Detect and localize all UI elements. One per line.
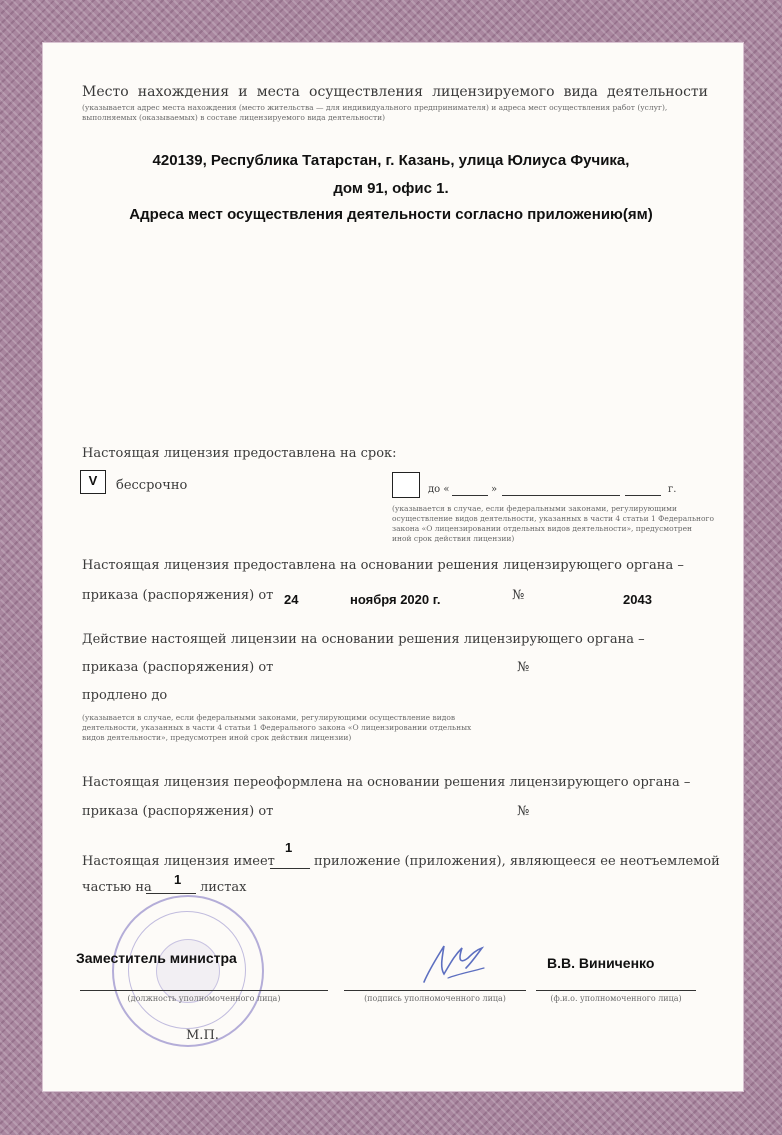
reissue-number-label: № bbox=[517, 804, 530, 819]
official-seal bbox=[112, 895, 264, 1047]
address-line-2: дом 91, офис 1. bbox=[333, 180, 449, 197]
extension-note-3: видов деятельности», предусмотрен иной срок действия лицензии) bbox=[82, 733, 352, 742]
caption-signature: (подпись уполномоченного лица) bbox=[364, 994, 506, 1003]
extension-text: Действие настоящей лицензии на основании решения лицензирующего органа – bbox=[82, 632, 645, 647]
unlimited-checkbox[interactable] bbox=[80, 470, 106, 494]
term-until-prefix: до « bbox=[428, 484, 450, 495]
caption-position: (должность уполномоченного лица) bbox=[127, 994, 281, 1003]
term-until-suffix: г. bbox=[668, 484, 677, 495]
location-note-1: (указывается адрес места нахождения (место жительства — для индивидуального предпринимателя) и адреса мест осуществления работ (услуг), bbox=[82, 103, 668, 112]
basis-month-year: ноября 2020 г. bbox=[350, 592, 441, 607]
appendix-text-after: приложение (приложения), являющееся ее неотъемлемой bbox=[314, 854, 720, 869]
caption-name: (ф.и.о. уполномоченного лица) bbox=[550, 994, 682, 1003]
term-label: Настоящая лицензия предоставлена на срок: bbox=[82, 446, 397, 461]
reissue-text: Настоящая лицензия переоформлена на основании решения лицензирующего органа – bbox=[82, 775, 691, 790]
basis-number: 2043 bbox=[623, 592, 652, 607]
address-line-3: Адреса мест осуществления деятельности согласно приложению(ям) bbox=[129, 206, 653, 223]
address-line-1: 420139, Республика Татарстан, г. Казань, улица Юлиуса Фучика, bbox=[152, 152, 630, 169]
handwritten-signature bbox=[418, 938, 490, 988]
extended-until-label: продлено до bbox=[82, 688, 168, 703]
term-note-3: закона «О лицензировании отдельных видов деятельности», предусмотрен bbox=[392, 524, 693, 533]
basis-order-label: приказа (распоряжения) от bbox=[82, 588, 274, 603]
location-note-2: выполняемых (оказываемых) в составе лицензируемого вида деятельности) bbox=[82, 113, 386, 122]
extension-note-2: деятельности, указанных в части 4 статьи 1 Федерального закона «О лицензировании отдельных bbox=[82, 723, 472, 732]
signatory-name: В.В. Виниченко bbox=[547, 955, 655, 971]
unlimited-check-mark: V bbox=[88, 473, 98, 488]
location-heading: Место нахождения и места осуществления лицензируемого вида деятельности bbox=[82, 84, 708, 100]
appendix-sheets-before: частью на bbox=[82, 880, 152, 895]
extension-number-label: № bbox=[517, 660, 530, 675]
extension-note-1: (указывается в случае, если федеральными законами, регулирующими осуществление видов bbox=[82, 713, 456, 722]
appendix-sheets-count: 1 bbox=[174, 872, 182, 887]
reissue-order-label: приказа (распоряжения) от bbox=[82, 804, 274, 819]
term-until-quote-close: » bbox=[491, 484, 498, 495]
term-note-1: (указывается в случае, если федеральными законами, регулирующими bbox=[392, 504, 677, 513]
appendix-count: 1 bbox=[285, 840, 293, 855]
term-note-2: осуществление видов деятельности, указанных в части 4 статьи 1 Федерального bbox=[392, 514, 714, 523]
basis-text: Настоящая лицензия предоставлена на основании решения лицензирующего органа – bbox=[82, 558, 684, 573]
appendix-sheets-after: листах bbox=[200, 880, 247, 895]
extension-order-label: приказа (распоряжения) от bbox=[82, 660, 274, 675]
basis-number-label: № bbox=[512, 588, 525, 603]
unlimited-label: бессрочно bbox=[116, 478, 188, 493]
appendix-text-before: Настоящая лицензия имеет bbox=[82, 854, 275, 869]
term-until-checkbox[interactable] bbox=[392, 472, 420, 498]
term-note-4: иной срок действия лицензии) bbox=[392, 534, 515, 543]
seal-label: М.П. bbox=[186, 1028, 219, 1043]
basis-day: 24 bbox=[284, 592, 299, 607]
signatory-position: Заместитель министра bbox=[76, 950, 237, 966]
